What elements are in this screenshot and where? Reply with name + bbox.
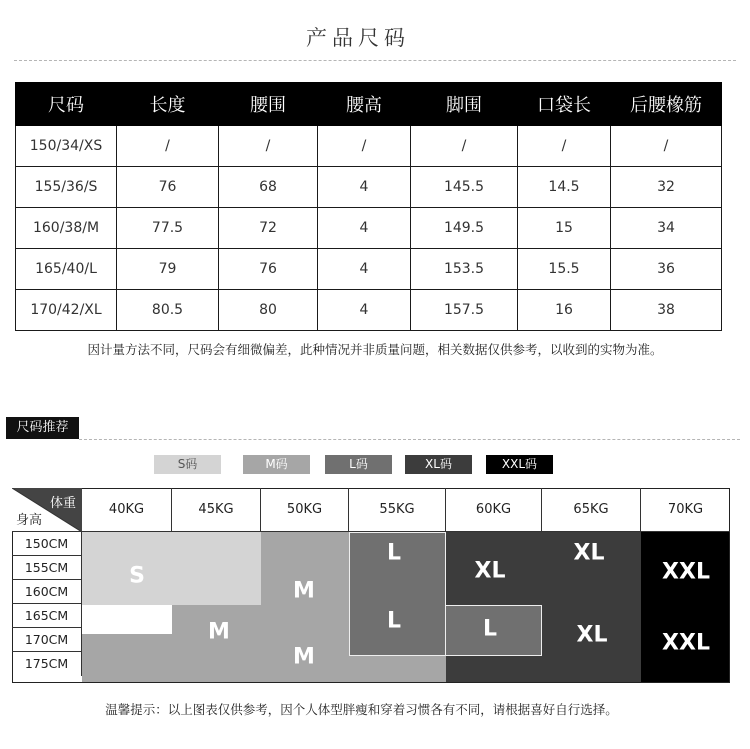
ankle-header-cell: 脚围	[411, 83, 518, 126]
title-divider	[14, 60, 736, 61]
zone-label-xl: XL	[573, 540, 605, 566]
zone-label-l: L	[386, 540, 402, 566]
table-cell: 79	[117, 249, 219, 290]
table-cell: /	[219, 126, 318, 167]
table-cell: 15	[518, 208, 611, 249]
zone-label-l: L	[482, 616, 498, 642]
zone-label-xxl: XXL	[662, 559, 710, 585]
zone-xxl	[641, 532, 729, 682]
legend-l: L码	[325, 455, 392, 474]
table-cell: 80	[219, 290, 318, 331]
table-cell: 160/38/M	[16, 208, 117, 249]
table-cell: 149.5	[411, 208, 518, 249]
table-cell: 153.5	[411, 249, 518, 290]
zone-s	[82, 532, 261, 605]
recommend-section-tag: 尺码推荐	[6, 417, 79, 439]
grid-corner-labels	[12, 488, 82, 532]
zone-label-xl: XL	[576, 622, 608, 648]
legend-xxl: XXL码	[486, 455, 553, 474]
weight-header-50: 50KG	[261, 488, 349, 532]
waist-header-cell: 腰围	[219, 83, 318, 126]
legend-xl: XL码	[405, 455, 472, 474]
zone-label-xl: XL	[474, 558, 506, 584]
zone-label-m: M	[208, 619, 230, 645]
table-cell: 15.5	[518, 249, 611, 290]
height-row-160: 160CM	[12, 580, 82, 604]
pocket-length-header-cell: 口袋长	[518, 83, 611, 126]
table-cell: /	[518, 126, 611, 167]
table-cell: 170/42/XL	[16, 290, 117, 331]
table-cell: 157.5	[411, 290, 518, 331]
zone-label-xxl: XXL	[662, 630, 710, 656]
table-cell: 76	[219, 249, 318, 290]
page-title: 产品尺码	[306, 26, 410, 50]
table-cell: /	[411, 126, 518, 167]
size-table-header-row	[16, 83, 722, 126]
height-row-155: 155CM	[12, 556, 82, 580]
table-cell: 38	[611, 290, 722, 331]
table-cell: 4	[318, 167, 411, 208]
zone-m	[82, 634, 172, 682]
legend-m: M码	[243, 455, 310, 474]
table-row	[16, 167, 722, 208]
zone-label-m: M	[293, 578, 315, 604]
table-cell: 165/40/L	[16, 249, 117, 290]
height-row-165: 165CM	[12, 604, 82, 628]
weight-header-60: 60KG	[446, 488, 542, 532]
zone-m	[349, 656, 446, 682]
length-header-cell: 长度	[117, 83, 219, 126]
weight-header-70: 70KG	[641, 488, 730, 532]
table-cell: 72	[219, 208, 318, 249]
table-cell: 145.5	[411, 167, 518, 208]
weight-header-40: 40KG	[82, 488, 172, 532]
table-cell: 80.5	[117, 290, 219, 331]
table-row	[16, 126, 722, 167]
zone-label-s: S	[129, 563, 145, 589]
corner-weight-label: 体重	[49, 496, 76, 511]
table-cell: /	[117, 126, 219, 167]
waist-height-header-cell: 腰高	[318, 83, 411, 126]
measurement-note: 因计量方法不同，尺码会有细微偏差，此种情况并非质量问题，相关数据仅供参考，以收到的实物为准。	[87, 342, 663, 357]
table-row	[16, 208, 722, 249]
size-table	[15, 82, 722, 331]
table-cell: 4	[318, 249, 411, 290]
size-header-cell: 尺码	[16, 83, 117, 126]
table-cell: 76	[117, 167, 219, 208]
table-cell: 4	[318, 208, 411, 249]
weight-header-65: 65KG	[542, 488, 641, 532]
weight-header-55: 55KG	[349, 488, 446, 532]
height-row-150: 150CM	[12, 532, 82, 556]
table-cell: 14.5	[518, 167, 611, 208]
back-elastic-header-cell: 后腰橡筋	[611, 83, 722, 126]
recommend-divider	[79, 439, 740, 440]
zone-xl	[446, 656, 542, 682]
table-cell: 150/34/XS	[16, 126, 117, 167]
table-cell: 77.5	[117, 208, 219, 249]
table-cell: 68	[219, 167, 318, 208]
table-cell: 4	[318, 290, 411, 331]
table-cell: 36	[611, 249, 722, 290]
table-row	[16, 290, 722, 331]
corner-height-label: 身高	[16, 513, 43, 528]
legend-s: S码	[154, 455, 221, 474]
zone-label-m: M	[293, 644, 315, 670]
weight-header-45: 45KG	[172, 488, 261, 532]
table-cell: 155/36/S	[16, 167, 117, 208]
tips-note: 温馨提示：以上图表仅供参考，因个人体型胖瘦和穿着习惯各有不同，请根据喜好自行选择。	[105, 702, 618, 717]
zone-label-l: L	[386, 608, 402, 634]
table-cell: /	[318, 126, 411, 167]
table-cell: 32	[611, 167, 722, 208]
table-cell: /	[611, 126, 722, 167]
height-row-175: 175CM	[12, 652, 82, 676]
height-row-170: 170CM	[12, 628, 82, 652]
table-row	[16, 249, 722, 290]
table-cell: 16	[518, 290, 611, 331]
table-cell: 34	[611, 208, 722, 249]
